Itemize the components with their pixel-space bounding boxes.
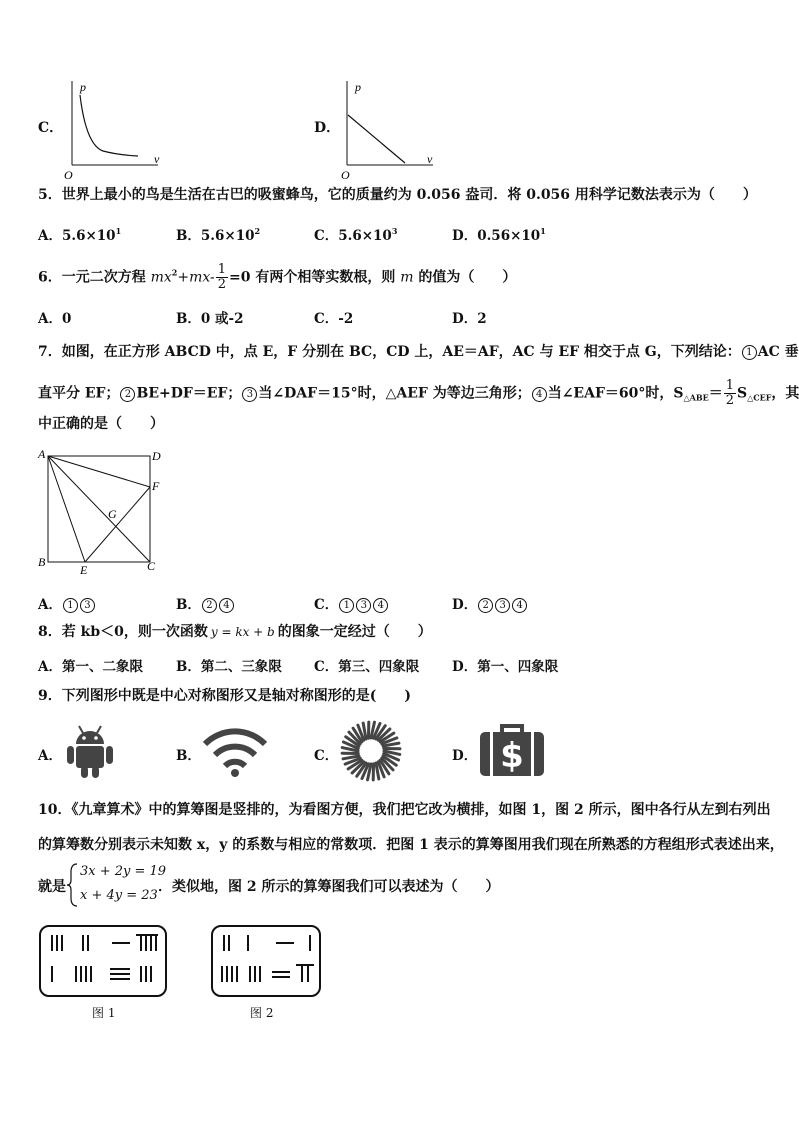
q7-line1: 7．如图，在正方形 ABCD 中，点 E，F 分别在 BC，CD 上，AE＝AF，AC 与 EF 相交于点 G，下列结论： 1 AC 垂 bbox=[38, 344, 799, 360]
figure-2-caption: 图 2 bbox=[250, 1006, 274, 1020]
q8-option-d: D．第一、四象限 bbox=[452, 659, 559, 675]
q5-option-b: B．$5.6\times 10^2$ bbox=[176, 226, 261, 244]
equation-bottom: x + 4y = 23 bbox=[80, 888, 158, 903]
equation-top: 3x + 2y = 19 bbox=[80, 864, 167, 879]
q8-stem: 8．若 kb＜0，则一次函数 y = kx + b 的图象一定经过（ ） bbox=[38, 624, 432, 640]
sunburst-icon bbox=[340, 720, 402, 782]
q7-option-c: C． 1 3 4 bbox=[314, 593, 389, 613]
point-f-label: F bbox=[152, 479, 160, 493]
q9-stem: 9．下列图形中既是中心对称图形又是轴对称图形的是( ) bbox=[38, 688, 411, 704]
dollar-bag-icon bbox=[478, 722, 546, 778]
axis-p-label: p bbox=[80, 80, 86, 94]
dollar-sign: $ bbox=[500, 736, 524, 776]
q8-option-b: B．第二、三象限 bbox=[176, 659, 282, 675]
q10-line1: 10．《九章算术》中的算筹图是竖排的，为看图方便，我们把它改为横排，如图 1，图 2 所示，图中各行从左到右列出 bbox=[38, 802, 771, 818]
q9-option-a: A． bbox=[38, 748, 62, 764]
axis-v-label: v bbox=[154, 152, 160, 166]
android-icon bbox=[66, 722, 114, 780]
q5-option-c: C．$5.6\times 10^3$ bbox=[314, 226, 398, 244]
counting-rods-figure-2 bbox=[210, 924, 322, 1000]
q5-option-d: D．$0.56\times 10^1$ bbox=[452, 226, 546, 244]
origin-label: O bbox=[341, 168, 350, 182]
point-e-label: E bbox=[80, 563, 88, 577]
q9-option-c: C． bbox=[314, 748, 339, 764]
q9-option-b: B． bbox=[176, 748, 201, 764]
q5-stem: 5．世界上最小的鸟是生活在古巴的吸蜜蜂鸟，它的质量约为 0.056 盎司．将 0.056 用科学记数法表示为（ ） bbox=[38, 187, 757, 203]
q8-option-c: C．第三、四象限 bbox=[314, 659, 420, 675]
q7-line2: 直平分 EF； 2 BE+DF＝EF； 3 当∠DAF＝15°时，△AEF 为等边三角形； 4 当∠EAF＝60°时，$S_{\triangle ABE}=$ $\frac{1}{2}$ $S_{\triangle CEF}$，其 bbox=[38, 378, 799, 408]
q8-option-a: A．第一、二象限 bbox=[38, 659, 143, 675]
vertex-a-label: A bbox=[38, 447, 46, 461]
q4-option-c-label: C． bbox=[38, 120, 64, 136]
q7-square-figure bbox=[34, 444, 169, 579]
vertex-d-label: D bbox=[152, 449, 161, 463]
q9-option-d: D． bbox=[452, 748, 478, 764]
q10-line2: 的算筹数分别表示未知数 x，y 的系数与相应的常数项．把图 1 表示的算筹图用我们现在所熟悉的方程组形式表述出来， bbox=[38, 837, 784, 853]
q6-option-d: D．2 bbox=[452, 311, 487, 327]
q4-graph-d bbox=[333, 75, 443, 180]
q7-option-d: D． 2 3 4 bbox=[452, 593, 528, 613]
origin-label: O bbox=[64, 168, 73, 182]
axis-v-label: v bbox=[427, 152, 433, 166]
q6-stem: 6．一元二次方程 $mx^2+mx-$ $\frac{1}{2}$ =0 有两个相等实数根，则 m 的值为（ ） bbox=[38, 262, 517, 292]
counting-rods-figure-1 bbox=[38, 924, 168, 1000]
q7-option-a: A． 1 3 bbox=[38, 593, 96, 613]
q10-line3-start: 就是 bbox=[38, 879, 66, 895]
q7-option-b: B． 2 4 bbox=[176, 593, 235, 613]
q5-option-a: A．$5.6\times 10^1$ bbox=[38, 226, 122, 244]
q6-option-b: B．0 或-2 bbox=[176, 311, 244, 327]
point-g-label: G bbox=[108, 507, 117, 521]
axis-p-label: p bbox=[355, 80, 361, 94]
q7-line3: 中正确的是（ ） bbox=[38, 416, 164, 432]
wifi-icon bbox=[200, 726, 270, 778]
q4-graph-c bbox=[58, 75, 168, 180]
q6-option-a: A．0 bbox=[38, 311, 72, 327]
vertex-b-label: B bbox=[38, 555, 46, 569]
q6-option-c: C．-2 bbox=[314, 311, 354, 327]
vertex-c-label: C bbox=[147, 559, 156, 573]
brace-icon bbox=[66, 862, 80, 908]
figure-1-caption: 图 1 bbox=[92, 1006, 116, 1020]
q4-option-d-label: D． bbox=[314, 120, 341, 136]
q10-line3-end: ．类似地，图 2 所示的算筹图我们可以表述为（ ） bbox=[158, 879, 500, 895]
